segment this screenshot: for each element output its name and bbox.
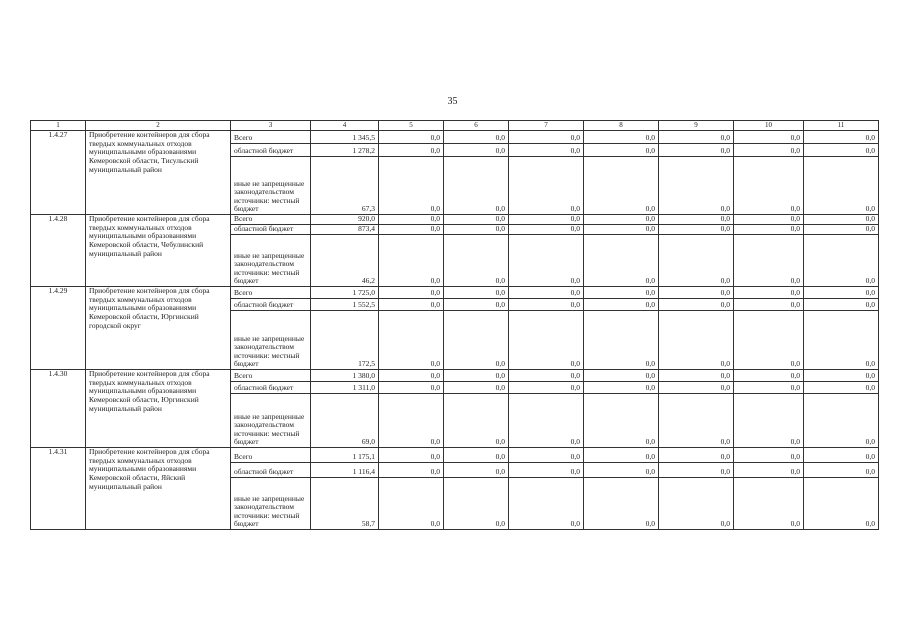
- amount-cell: 0,0: [509, 131, 584, 144]
- funding-source: Всего: [231, 131, 311, 144]
- funding-source: Всего: [231, 448, 311, 463]
- amount-cell: 0,0: [379, 299, 444, 311]
- amount-cell: 0,0: [584, 463, 659, 478]
- amount-cell: 0,0: [379, 157, 444, 215]
- amount-cell: 0,0: [379, 382, 444, 394]
- amount-cell: 0,0: [734, 299, 804, 311]
- funding-source: областной бюджет: [231, 382, 311, 394]
- amount-cell: 0,0: [584, 478, 659, 530]
- amount-cell: 0,0: [509, 287, 584, 299]
- amount-cell: 0,0: [584, 235, 659, 287]
- column-number: 7: [509, 121, 584, 131]
- amount-cell: 0,0: [444, 225, 509, 235]
- amount-cell: 0,0: [734, 394, 804, 448]
- amount-cell: 0,0: [659, 448, 734, 463]
- amount-cell: 0,0: [379, 478, 444, 530]
- amount-cell: 0,0: [444, 235, 509, 287]
- amount-cell: 0,0: [379, 287, 444, 299]
- amount-cell: 0,0: [584, 394, 659, 448]
- amount-cell: 0,0: [444, 463, 509, 478]
- amount-cell: 0,0: [804, 225, 879, 235]
- amount-cell: 0,0: [444, 287, 509, 299]
- amount-cell: 0,0: [509, 448, 584, 463]
- column-number: 9: [659, 121, 734, 131]
- amount-cell: 0,0: [584, 144, 659, 157]
- amount-cell: 0,0: [804, 370, 879, 382]
- funding-source: областной бюджет: [231, 225, 311, 235]
- funding-source: иные не запрещенные законодательством источники: местный бюджет: [231, 394, 311, 448]
- amount-cell: 0,0: [804, 144, 879, 157]
- table-row: [31, 131, 879, 144]
- amount-cell: 0,0: [734, 157, 804, 215]
- amount-cell: 0,0: [444, 448, 509, 463]
- amount-cell: 0,0: [804, 287, 879, 299]
- amount-cell: 0,0: [659, 394, 734, 448]
- amount-cell: 0,0: [734, 370, 804, 382]
- amount-cell: 0,0: [804, 299, 879, 311]
- column-number: 10: [734, 121, 804, 131]
- amount-cell: 0,0: [379, 131, 444, 144]
- amount-cell: 0,0: [584, 448, 659, 463]
- amount-cell: 0,0: [659, 131, 734, 144]
- amount-cell: 0,0: [584, 215, 659, 225]
- table-row: [31, 448, 879, 463]
- column-number: 11: [804, 121, 879, 131]
- amount-cell: 0,0: [734, 215, 804, 225]
- amount-cell: 0,0: [584, 311, 659, 370]
- amount-cell: 0,0: [659, 157, 734, 215]
- column-number: 2: [86, 121, 231, 131]
- amount-cell: 0,0: [804, 463, 879, 478]
- amount-cell: 0,0: [444, 157, 509, 215]
- amount-cell: 0,0: [734, 131, 804, 144]
- column-number: 8: [584, 121, 659, 131]
- amount-cell: 0,0: [379, 144, 444, 157]
- amount-cell: 873,4: [311, 225, 379, 235]
- amount-cell: 0,0: [659, 144, 734, 157]
- amount-cell: 0,0: [444, 144, 509, 157]
- table-row: [31, 370, 879, 382]
- amount-cell: 0,0: [659, 287, 734, 299]
- amount-cell: 0,0: [509, 382, 584, 394]
- amount-cell: 0,0: [509, 370, 584, 382]
- item-code: 1.4.28: [31, 215, 86, 287]
- funding-source: иные не запрещенные законодательством источники: местный бюджет: [231, 157, 311, 215]
- amount-cell: 0,0: [659, 382, 734, 394]
- amount-cell: 0,0: [444, 299, 509, 311]
- item-code: 1.4.27: [31, 131, 86, 215]
- amount-cell: 0,0: [509, 311, 584, 370]
- amount-cell: 0,0: [444, 215, 509, 225]
- amount-cell: 0,0: [734, 225, 804, 235]
- amount-cell: 58,7: [311, 478, 379, 530]
- amount-cell: 0,0: [804, 478, 879, 530]
- amount-cell: 0,0: [734, 235, 804, 287]
- amount-cell: 0,0: [734, 311, 804, 370]
- amount-cell: 0,0: [734, 448, 804, 463]
- amount-cell: 1 311,0: [311, 382, 379, 394]
- amount-cell: 1 725,0: [311, 287, 379, 299]
- amount-cell: 0,0: [509, 235, 584, 287]
- amount-cell: 0,0: [584, 370, 659, 382]
- amount-cell: 0,0: [659, 370, 734, 382]
- amount-cell: 172,5: [311, 311, 379, 370]
- amount-cell: 0,0: [379, 215, 444, 225]
- item-code: 1.4.31: [31, 448, 86, 530]
- amount-cell: 1 278,2: [311, 144, 379, 157]
- amount-cell: 0,0: [379, 463, 444, 478]
- amount-cell: 0,0: [804, 157, 879, 215]
- amount-cell: 1 345,5: [311, 131, 379, 144]
- amount-cell: 0,0: [584, 382, 659, 394]
- amount-cell: 0,0: [509, 478, 584, 530]
- item-description: Приобретение контейнеров для сбора твердых коммунальных отходов муниципальными образованиями Кемеровской области, Юргинский городской округ: [86, 287, 231, 370]
- amount-cell: 0,0: [444, 382, 509, 394]
- amount-cell: 0,0: [444, 311, 509, 370]
- amount-cell: 0,0: [379, 394, 444, 448]
- amount-cell: 0,0: [734, 382, 804, 394]
- amount-cell: 0,0: [804, 448, 879, 463]
- amount-cell: 0,0: [584, 131, 659, 144]
- amount-cell: 0,0: [379, 235, 444, 287]
- amount-cell: 0,0: [659, 225, 734, 235]
- amount-cell: 1 552,5: [311, 299, 379, 311]
- amount-cell: 0,0: [734, 463, 804, 478]
- item-description: Приобретение контейнеров для сбора твердых коммунальных отходов муниципальными образованиями Кемеровской области, Тисульский муниципальный район: [86, 131, 231, 215]
- amount-cell: 0,0: [379, 225, 444, 235]
- amount-cell: 0,0: [659, 235, 734, 287]
- item-code: 1.4.29: [31, 287, 86, 370]
- amount-cell: 0,0: [509, 394, 584, 448]
- amount-cell: 0,0: [379, 311, 444, 370]
- table-row: [31, 215, 879, 225]
- page-number: 35: [447, 96, 458, 107]
- column-number-row: [31, 121, 879, 131]
- amount-cell: 0,0: [659, 463, 734, 478]
- amount-cell: 0,0: [509, 215, 584, 225]
- amount-cell: 1 380,0: [311, 370, 379, 382]
- amount-cell: 0,0: [659, 478, 734, 530]
- table-row: [31, 287, 879, 299]
- column-number: 1: [31, 121, 86, 131]
- amount-cell: 0,0: [804, 215, 879, 225]
- funding-source: Всего: [231, 215, 311, 225]
- funding-source: областной бюджет: [231, 299, 311, 311]
- amount-cell: 0,0: [584, 225, 659, 235]
- amount-cell: 0,0: [444, 478, 509, 530]
- amount-cell: 0,0: [509, 225, 584, 235]
- column-number: 4: [311, 121, 379, 131]
- item-description: Приобретение контейнеров для сбора твердых коммунальных отходов муниципальными образованиями Кемеровской области, Яйский муниципальный район: [86, 448, 231, 530]
- amount-cell: 0,0: [584, 299, 659, 311]
- amount-cell: 0,0: [584, 157, 659, 215]
- item-description: Приобретение контейнеров для сбора твердых коммунальных отходов муниципальными образованиями Кемеровской области, Чебулинский муниципальный район: [86, 215, 231, 287]
- amount-cell: 0,0: [804, 131, 879, 144]
- amount-cell: 0,0: [804, 311, 879, 370]
- amount-cell: 1 116,4: [311, 463, 379, 478]
- column-number: 3: [231, 121, 311, 131]
- amount-cell: 0,0: [734, 287, 804, 299]
- amount-cell: 0,0: [734, 478, 804, 530]
- amount-cell: 920,0: [311, 215, 379, 225]
- amount-cell: 0,0: [659, 299, 734, 311]
- funding-source: Всего: [231, 287, 311, 299]
- amount-cell: 46,2: [311, 235, 379, 287]
- amount-cell: 0,0: [804, 394, 879, 448]
- amount-cell: 0,0: [734, 144, 804, 157]
- amount-cell: 0,0: [444, 131, 509, 144]
- amount-cell: 0,0: [509, 463, 584, 478]
- amount-cell: 0,0: [444, 394, 509, 448]
- amount-cell: 0,0: [379, 370, 444, 382]
- amount-cell: 0,0: [659, 311, 734, 370]
- funding-source: иные не запрещенные законодательством источники: местный бюджет: [231, 235, 311, 287]
- amount-cell: 0,0: [584, 287, 659, 299]
- item-code: 1.4.30: [31, 370, 86, 448]
- amount-cell: 0,0: [509, 157, 584, 215]
- item-description: Приобретение контейнеров для сбора твердых коммунальных отходов муниципальными образованиями Кемеровской области, Юргинский муниципальный район: [86, 370, 231, 448]
- column-number: 5: [379, 121, 444, 131]
- amount-cell: 1 175,1: [311, 448, 379, 463]
- amount-cell: 0,0: [379, 448, 444, 463]
- funding-source: иные не запрещенные законодательством источники: местный бюджет: [231, 478, 311, 530]
- amount-cell: 0,0: [659, 215, 734, 225]
- funding-source: областной бюджет: [231, 144, 311, 157]
- amount-cell: 67,3: [311, 157, 379, 215]
- amount-cell: 0,0: [804, 235, 879, 287]
- funding-source: Всего: [231, 370, 311, 382]
- amount-cell: 0,0: [444, 370, 509, 382]
- amount-cell: 0,0: [804, 382, 879, 394]
- funding-source: иные не запрещенные законодательством источники: местный бюджет: [231, 311, 311, 370]
- budget-table: [30, 120, 879, 530]
- funding-source: областной бюджет: [231, 463, 311, 478]
- amount-cell: 0,0: [509, 144, 584, 157]
- column-number: 6: [444, 121, 509, 131]
- amount-cell: 69,0: [311, 394, 379, 448]
- amount-cell: 0,0: [509, 299, 584, 311]
